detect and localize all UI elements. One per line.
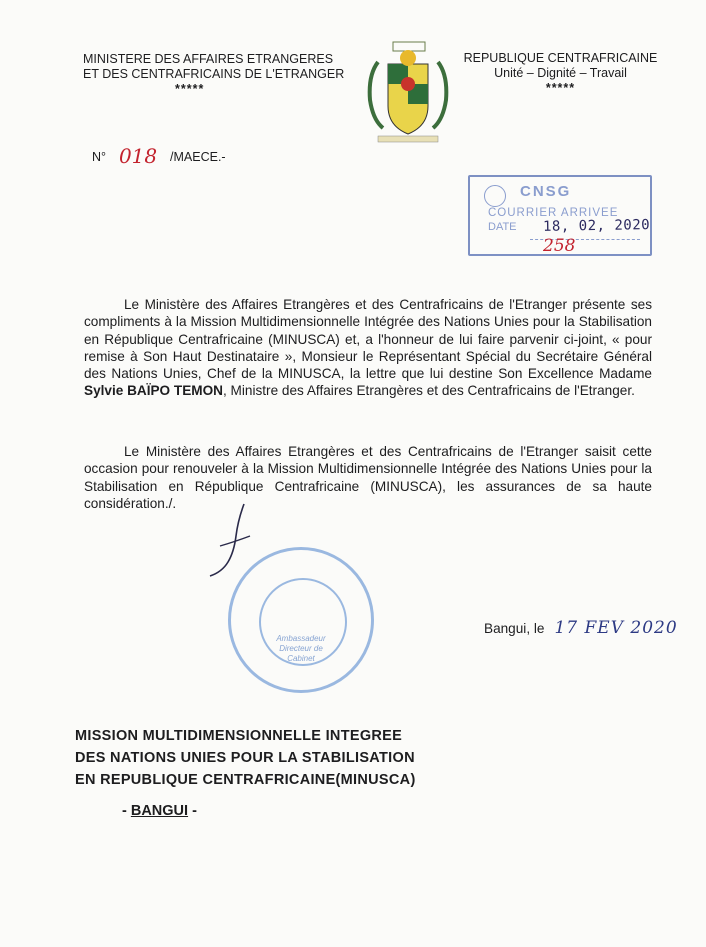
minister-name: Sylvie BAÏPO TEMON — [84, 383, 223, 399]
republic-motto: Unité – Dignité – Travail — [494, 66, 627, 80]
received-handwritten-date: 18, 02, 2020 — [542, 217, 651, 235]
seal-center-text: Ambassadeur Directeur de Cabinet — [276, 634, 326, 663]
stamp-logo-icon — [484, 185, 506, 207]
ministry-stars: ***** — [175, 82, 205, 96]
signature-mark — [200, 500, 260, 580]
stamp-title: CNSG — [520, 183, 572, 200]
p1-text-b: , Ministre des Affaires Etrangères et des Centrafricains de l'Etranger. — [223, 383, 635, 399]
stamp-courier-label: COURRIER ARRIVEE — [488, 207, 619, 219]
reference-handwritten-number: 018 — [118, 144, 158, 168]
ministry-header — [83, 52, 344, 97]
republic-header — [458, 51, 663, 96]
reference-suffix: /MAECE.- — [170, 150, 226, 164]
recipient-city: - BANGUI - — [122, 803, 197, 819]
p1-text-a: Le Ministère des Affaires Etrangères et des Centrafricains de l'Etranger présente ses compliments à la Mission Multidimensionnelle Intégrée des Nations Unies pour la Stabilisation en République Centrafricaine (MINUSCA) et, a l'honneur de lui faire parvenir ci-joint, « pour remise à Son Haut Destinataire », Monsieur le Représentant Spécial du Secrétaire Général des Nations Unies, Chef de la MINUSCA, la lettre que lui destine Son Excellence Madame — [84, 297, 652, 382]
received-handwritten-number: 258 — [543, 236, 576, 256]
ministry-line-1: MINISTERE DES AFFAIRES ETRANGERES — [83, 52, 334, 66]
reference-number — [92, 142, 226, 166]
republic-stars: ***** — [545, 81, 576, 95]
reference-prefix: N° — [92, 150, 107, 164]
body-paragraph-1 — [84, 296, 652, 400]
recipient-line-3: EN REPUBLIQUE CENTRAFRICAINE(MINUSCA) — [75, 772, 416, 788]
recipient-block — [75, 725, 416, 791]
recipient-line-1: MISSION MULTIDIMENSIONNELLE INTEGREE — [75, 728, 403, 744]
p2-text: Le Ministère des Affaires Etrangères et des Centrafricains de l'Etranger saisit cette occasion pour renouveler à la Mission Multidimensionnelle Intégrée des Nations Unies pour la Stabilisation en République Centrafricaine (MINUSCA), les assurances de sa haute considération./. — [84, 444, 652, 511]
ministry-line-2: ET DES CENTRAFRICAINS DE L'ETRANGER — [83, 67, 345, 81]
place-and-date — [484, 618, 678, 638]
handwritten-signing-date: 17 FEV 2020 — [554, 618, 678, 638]
body-paragraph-2 — [84, 443, 652, 512]
recipient-line-2: DES NATIONS UNIES POUR LA STABILISATION — [75, 750, 415, 766]
place-label: Bangui, le — [484, 621, 545, 636]
recipient-city-name: BANGUI — [130, 803, 189, 819]
stamp-date-label: DATE — [488, 221, 517, 233]
coat-of-arms-icon — [358, 40, 458, 150]
republic-name: REPUBLIQUE CENTRAFRICAINE — [463, 51, 658, 65]
